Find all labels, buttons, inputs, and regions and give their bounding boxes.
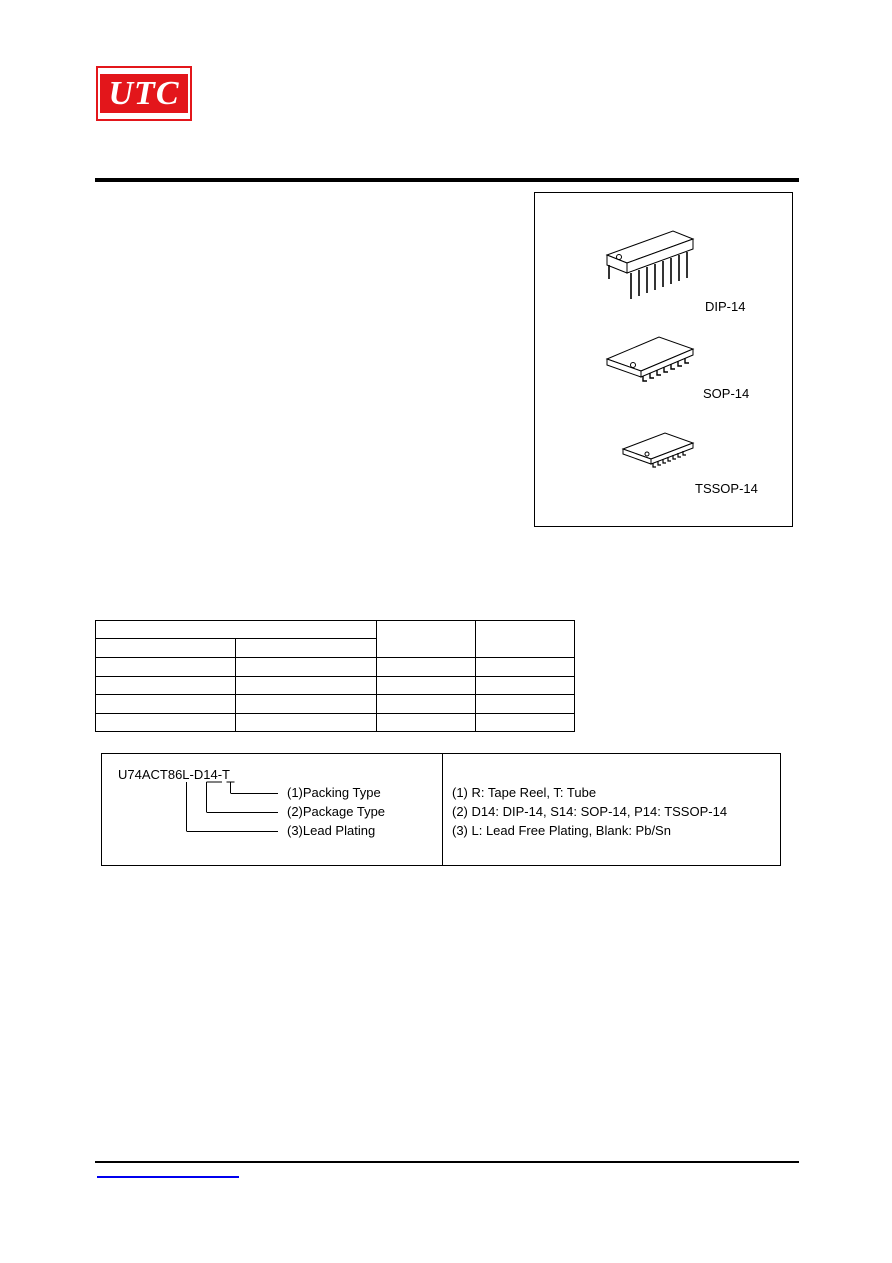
note-packing (452, 785, 596, 800)
logo-text: UTC (108, 74, 180, 112)
header-rule (95, 178, 799, 182)
tssop-14-label: TSSOP-14 (695, 481, 758, 496)
part-decoding-box (101, 753, 781, 866)
dip-14-package-icon (601, 225, 701, 305)
field-packing-type: (1)Packing Type (287, 785, 381, 800)
part-number: U74ACT86L-D14-T (118, 767, 230, 782)
ordering-table-grid (95, 620, 575, 732)
package-panel (534, 192, 793, 527)
footer-rule (95, 1161, 799, 1163)
note-prefix: (2) (452, 804, 472, 819)
ordering-table (95, 620, 575, 732)
note-key: R (471, 785, 481, 800)
note-prefix: (3) (452, 823, 472, 838)
decoding-divider (442, 754, 443, 865)
note-lead-plating (452, 823, 671, 838)
note-text: L: Lead Free Plating, Blank: Pb/Sn (471, 823, 671, 838)
footer-link-underline[interactable] (97, 1176, 239, 1178)
tssop-14-package-icon (617, 427, 703, 477)
dip-14-label: DIP-14 (705, 299, 746, 314)
logo-band (100, 74, 188, 113)
field-package-type: (2)Package Type (287, 804, 386, 819)
utc-logo (96, 66, 192, 121)
note-prefix: (1) (452, 785, 472, 800)
note-package (452, 804, 727, 819)
field-lead-plating: (3)Lead Plating (287, 823, 376, 838)
decoding-leader-lines (102, 754, 442, 865)
note-text: : Tape Reel, T: Tube (480, 785, 597, 800)
note-text: D14: DIP-14, S14: SOP-14, P14: TSSOP-14 (471, 804, 728, 819)
sop-14-package-icon (601, 331, 701, 391)
sop-14-label: SOP-14 (703, 386, 750, 401)
